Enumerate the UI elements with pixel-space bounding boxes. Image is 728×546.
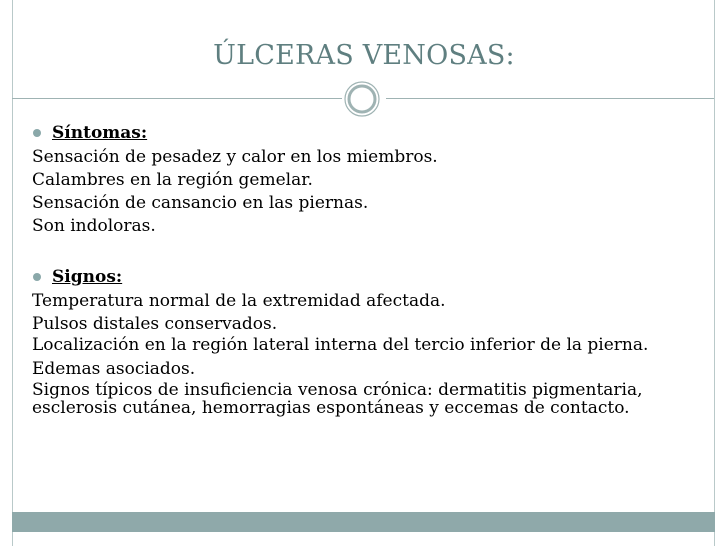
list-item: Localización en la región lateral interna del tercio inferior de la pierna. [32,335,649,355]
section-heading-signos: Signos: [52,266,123,287]
list-item: Calambres en la región gemelar. [32,170,313,190]
slide-content [32,120,702,421]
list-item: Son indoloras. [32,216,156,236]
list-item: Sensación de cansancio en las piernas. [32,193,369,213]
section-heading-row [32,120,702,146]
footer-bar [12,512,715,532]
list-item: Sensación de pesadez y calor en los miembros. [32,147,438,167]
list-item: Temperatura normal de la extremidad afectada. [32,291,446,311]
slide-title: ÚLCERAS VENOSAS: [213,40,515,71]
section-heading-sintomas: Síntomas: [52,122,148,143]
circle-ornament-icon [342,79,382,119]
title-divider-left [12,98,342,99]
list-item: Signos típicos de insuficiencia venosa crónica: dermatitis pigmentaria, esclerosis cutánea, hemorragias espontáneas y eccemas de contacto. [32,380,643,418]
list-item: Edemas asociados. [32,359,196,379]
bullet-icon [33,129,41,137]
list-item: Pulsos distales conservados. [32,314,278,334]
title-divider-right [386,98,714,99]
section-heading-row [32,264,702,290]
bullet-icon [33,273,41,281]
frame-right-border [714,0,715,546]
frame-left-border [12,0,13,546]
section-spacer [32,238,702,264]
